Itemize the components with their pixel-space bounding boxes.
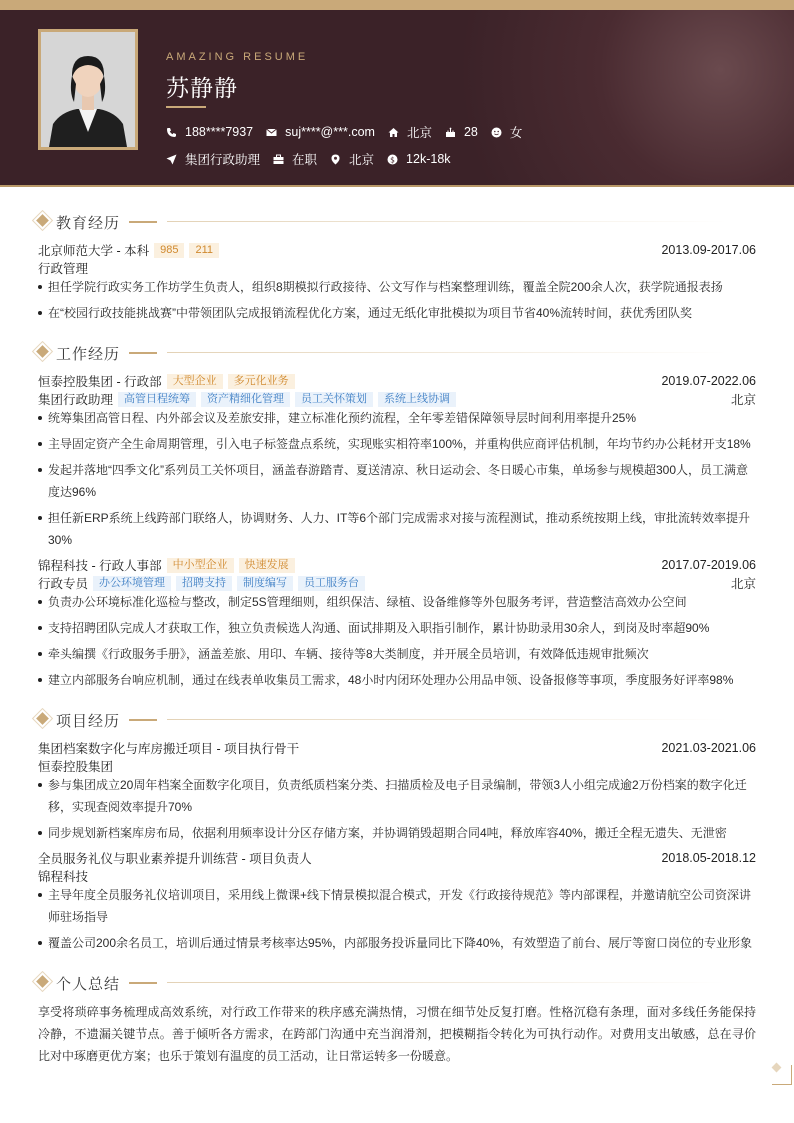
- location-pin-icon: [330, 154, 341, 165]
- age-item: [445, 125, 478, 139]
- work-entry-head: [38, 372, 756, 390]
- contact-row: [166, 123, 535, 141]
- section-rule: [167, 719, 727, 720]
- briefcase-icon: [273, 154, 284, 165]
- project-bullet: 同步规划新档案库房布局，依据利用频率设计分区存储方案，并协调销毁超期合同4吨，释放库容40%，搬迁全程无遗失、无泄密: [38, 822, 756, 844]
- gender-text: 女: [509, 126, 523, 140]
- summary-text: 享受将琐碎事务梳理成高效系统，对行政工作带来的秩序感充满热情，习惯在细节处反复打磨。性格沉稳有条理，面对多线任务能保持冷静，不遗漏关键节点。善于倾听各方需求，在跨部门沟通中充当润滑剂，把模糊指令转化为可执行动作。对费用支出敏感，总在寻价比对中琢磨更优方案；也乐于策划有温度的员工活动，让日常运转多一份暖意。: [38, 1005, 756, 1063]
- project-org-row: [38, 867, 756, 885]
- section-dash: [129, 982, 157, 984]
- status-item: [273, 150, 317, 168]
- home-icon: [388, 127, 399, 138]
- company-name: 恒泰控股集团 - 行政部: [38, 375, 162, 389]
- section-rule: [167, 352, 727, 353]
- section-projects-heading: [36, 710, 758, 730]
- project-bullet: 参与集团成立20周年档案全面数字化项目，负责纸质档案分类、扫描质检及电子目录编制，带领3人小组完成逾2万份档案的数字化迁移，实现查阅效率提升70%: [38, 774, 756, 818]
- hometown-text: 北京: [406, 126, 432, 140]
- school-name: 北京师范大学 - 本科: [38, 244, 150, 258]
- skill-tag: 招聘支持: [176, 576, 232, 591]
- work-location: 北京: [730, 393, 756, 407]
- phone-icon: [166, 127, 177, 138]
- section-dash: [129, 352, 157, 354]
- profile-photo-frame: [38, 29, 138, 150]
- salary-item: [387, 152, 450, 166]
- profile-photo: [41, 32, 135, 147]
- skill-tag: 高管日程统筹: [118, 392, 196, 407]
- send-icon: [166, 154, 177, 165]
- work-entry-head: [38, 556, 756, 574]
- section-title: 项目经历: [56, 713, 121, 730]
- cake-icon: [445, 127, 456, 138]
- work-bullet: 建立内部服务台响应机制，通过在线表单收集员工需求，48小时内闭环处理办公用品申领、设备报修等事项，季度服务好评率98%: [38, 669, 756, 691]
- work-bullet: 支持招聘团队完成人才获取工作，独立负责候选人沟通、面试排期及入职指引制作，累计协助录用30余人，到岗及时率超90%: [38, 617, 756, 639]
- education-entry-head: [38, 241, 756, 259]
- work-location: 北京: [730, 577, 756, 591]
- target-role-text: 集团行政助理: [185, 153, 261, 167]
- education-bullet: 在“校园行政技能挑战赛”中带领团队完成报销流程优化方案，通过无纸化审批模拟为项目节省40%流转时间，获优秀团队奖: [38, 302, 756, 324]
- hometown-item: [388, 123, 432, 141]
- section-title: 个人总结: [56, 976, 121, 993]
- target-city-item: [330, 150, 374, 168]
- section-summary-heading: [36, 973, 758, 993]
- email-item: [266, 125, 375, 139]
- section-dash: [129, 719, 157, 721]
- project-date: 2018.05-2018.12: [661, 851, 756, 865]
- section-education-heading: [36, 212, 758, 232]
- phone-item: [166, 125, 253, 139]
- role-title: 行政专员: [38, 577, 89, 591]
- phone-text: 188****7937: [185, 125, 254, 139]
- skill-tag: 制度编写: [237, 576, 293, 591]
- status-text: 在职: [292, 153, 318, 167]
- section-work-heading: [36, 343, 758, 363]
- section-dash: [129, 221, 157, 223]
- face-icon: [491, 127, 502, 138]
- header-divider: [0, 185, 794, 187]
- coin-icon: [387, 154, 398, 165]
- skill-tag: 办公环境管理: [93, 576, 171, 591]
- email-text: suj****@***.com: [285, 125, 375, 139]
- company-tag: 大型企业: [167, 374, 223, 389]
- school-tag: 211: [189, 243, 219, 258]
- section-title: 教育经历: [56, 215, 121, 232]
- project-title: 集团档案数字化与库房搬迁项目 - 项目执行骨干: [38, 742, 300, 756]
- work-bullet: 统筹集团高管日程、内外部会议及差旅安排，建立标准化预约流程，全年零差错保障领导层时间利用率提升25%: [38, 407, 756, 429]
- project-entry-head: [38, 739, 756, 757]
- skill-tag: 系统上线协调: [378, 392, 456, 407]
- project-org: 锦程科技: [38, 870, 89, 884]
- top-accent-bar: [0, 0, 794, 10]
- work-bullet: 发起并落地“四季文化”系列员工关怀项目，涵盖春游踏青、夏送清凉、秋日运动会、冬日暖心市集，单场参与规模超300人，员工满意度达96%: [38, 459, 756, 503]
- project-bullet: 覆盖公司200余名员工，培训后通过情景考核率达95%，内部服务投诉量同比下降40%，有效塑造了前台、展厅等窗口岗位的专业形象: [38, 932, 756, 954]
- project-date: 2021.03-2021.06: [661, 741, 756, 755]
- project-bullet: 主导年度全员服务礼仪培训项目，采用线上微课+线下情景模拟混合模式，开发《行政接待规范》等内部课程，并邀请航空公司资深讲师驻场指导: [38, 884, 756, 928]
- project-entry-head: [38, 849, 756, 867]
- resume-eyebrow: AMAZING RESUME: [166, 51, 309, 63]
- section-rule: [167, 982, 727, 983]
- job-intent-row: [166, 150, 464, 168]
- school-tag: 985: [154, 243, 184, 258]
- company-tag: 中小型企业: [167, 558, 234, 573]
- age-text: 28: [463, 125, 478, 139]
- svg-text:$: $: [390, 154, 395, 164]
- work-bullet: 担任新ERP系统上线跨部门联络人，协调财务、人力、IT等6个部门完成需求对接与流程测试，推动系统按期上线，审批流转效率提升30%: [38, 507, 756, 551]
- project-title: 全员服务礼仪与职业素养提升训练营 - 项目负责人: [38, 852, 312, 866]
- profile-header: [0, 10, 794, 185]
- gender-item: [491, 123, 523, 141]
- skill-tag: 员工关怀策划: [295, 392, 373, 407]
- mail-icon: [266, 127, 277, 138]
- work-role-row: [38, 574, 756, 592]
- work-date: 2017.07-2019.06: [661, 558, 756, 572]
- skill-tag: 员工服务台: [298, 576, 365, 591]
- work-role-row: [38, 390, 756, 408]
- company-name: 锦程科技 - 行政人事部: [38, 559, 162, 573]
- major-text: 行政管理: [38, 262, 89, 276]
- work-date: 2019.07-2022.06: [661, 374, 756, 388]
- education-major: [38, 259, 756, 277]
- company-tag: 多元化业务: [228, 374, 295, 389]
- name-underline: [166, 106, 206, 108]
- section-title: 工作经历: [56, 346, 121, 363]
- candidate-name: 苏静静: [166, 75, 238, 101]
- company-tag: 快速发展: [239, 558, 295, 573]
- education-date: 2013.09-2017.06: [661, 243, 756, 257]
- corner-ornament: [772, 1065, 792, 1085]
- target-city-text: 北京: [349, 153, 375, 167]
- work-bullet: 主导固定资产全生命周期管理，引入电子标签盘点系统，实现账实相符率100%，并重构供应商评估机制，年均节约办公耗材开支18%: [38, 433, 756, 455]
- work-bullet: 负责办公环境标准化巡检与整改，制定5S管理细则，组织保洁、绿植、设备维修等外包服务考评，营造整洁高效办公空间: [38, 591, 756, 613]
- role-title: 集团行政助理: [38, 393, 114, 407]
- project-org: 恒泰控股集团: [38, 760, 114, 774]
- salary-text: 12k-18k: [406, 152, 451, 166]
- person-portrait-icon: [41, 32, 135, 147]
- target-role-item: [166, 150, 260, 168]
- education-bullet: 担任学院行政实务工作坊学生负责人，组织8期模拟行政接待、公文写作与档案整理训练，覆盖全院200余人次，获学院通报表扬: [38, 276, 756, 298]
- skill-tag: 资产精细化管理: [201, 392, 290, 407]
- work-bullet: 牵头编撰《行政服务手册》，涵盖差旅、用印、车辆、接待等8大类制度，并开展全员培训，有效降低违规审批频次: [38, 643, 756, 665]
- project-org-row: [38, 757, 756, 775]
- section-rule: [167, 221, 727, 222]
